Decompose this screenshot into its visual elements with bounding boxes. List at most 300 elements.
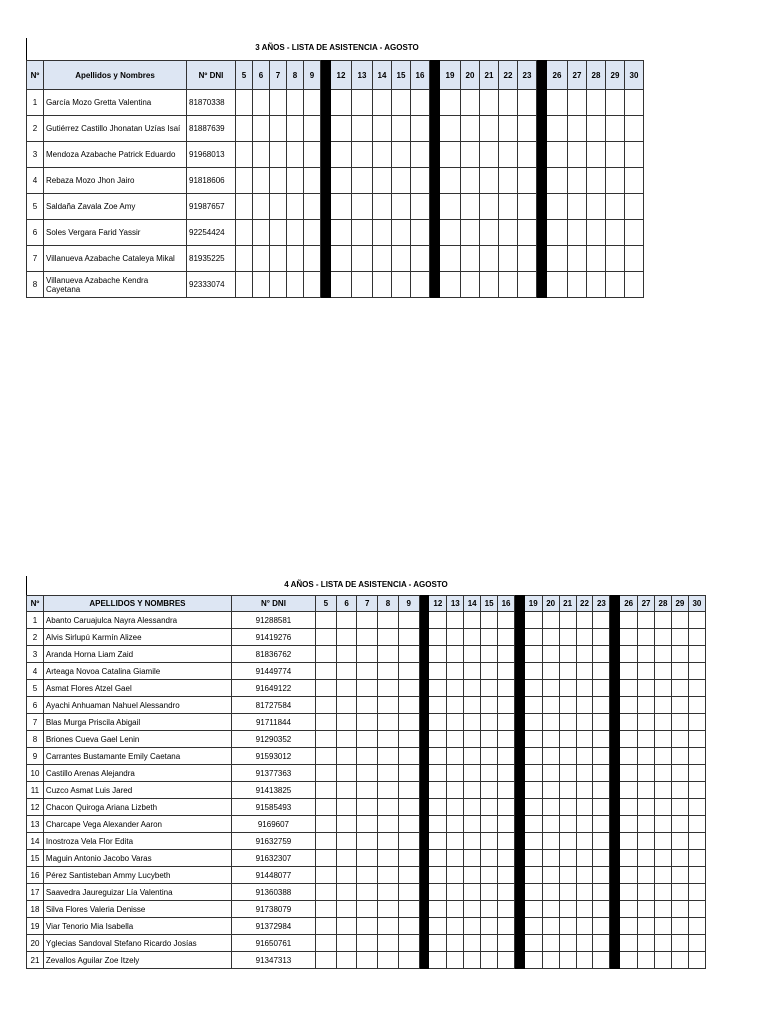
attendance-cell[interactable] bbox=[352, 116, 373, 142]
attendance-cell[interactable] bbox=[638, 663, 655, 680]
attendance-cell[interactable] bbox=[671, 884, 688, 901]
attendance-cell[interactable] bbox=[559, 629, 576, 646]
attendance-cell[interactable] bbox=[518, 220, 537, 246]
attendance-cell[interactable] bbox=[638, 612, 655, 629]
attendance-cell[interactable] bbox=[524, 646, 542, 663]
attendance-cell[interactable] bbox=[398, 629, 419, 646]
attendance-cell[interactable] bbox=[378, 901, 399, 918]
attendance-cell[interactable] bbox=[336, 646, 357, 663]
attendance-cell[interactable] bbox=[336, 833, 357, 850]
attendance-cell[interactable] bbox=[524, 765, 542, 782]
attendance-cell[interactable] bbox=[671, 782, 688, 799]
attendance-cell[interactable] bbox=[498, 748, 515, 765]
attendance-cell[interactable] bbox=[688, 765, 705, 782]
attendance-cell[interactable] bbox=[464, 833, 481, 850]
attendance-cell[interactable] bbox=[671, 697, 688, 714]
attendance-cell[interactable] bbox=[620, 765, 638, 782]
attendance-cell[interactable] bbox=[625, 168, 644, 194]
attendance-cell[interactable] bbox=[378, 680, 399, 697]
attendance-cell[interactable] bbox=[498, 935, 515, 952]
attendance-cell[interactable] bbox=[671, 935, 688, 952]
attendance-cell[interactable] bbox=[315, 748, 336, 765]
attendance-cell[interactable] bbox=[688, 680, 705, 697]
attendance-cell[interactable] bbox=[524, 816, 542, 833]
attendance-cell[interactable] bbox=[336, 884, 357, 901]
attendance-cell[interactable] bbox=[620, 697, 638, 714]
attendance-cell[interactable] bbox=[638, 918, 655, 935]
attendance-cell[interactable] bbox=[236, 116, 253, 142]
attendance-cell[interactable] bbox=[331, 168, 352, 194]
attendance-cell[interactable] bbox=[593, 697, 610, 714]
attendance-cell[interactable] bbox=[524, 935, 542, 952]
attendance-cell[interactable] bbox=[357, 799, 378, 816]
attendance-cell[interactable] bbox=[464, 765, 481, 782]
attendance-cell[interactable] bbox=[542, 612, 559, 629]
attendance-cell[interactable] bbox=[620, 901, 638, 918]
attendance-cell[interactable] bbox=[357, 867, 378, 884]
attendance-cell[interactable] bbox=[464, 918, 481, 935]
attendance-cell[interactable] bbox=[357, 935, 378, 952]
attendance-cell[interactable] bbox=[620, 918, 638, 935]
attendance-cell[interactable] bbox=[559, 782, 576, 799]
attendance-cell[interactable] bbox=[576, 680, 593, 697]
attendance-cell[interactable] bbox=[429, 850, 447, 867]
attendance-cell[interactable] bbox=[236, 90, 253, 116]
attendance-cell[interactable] bbox=[499, 90, 518, 116]
attendance-cell[interactable] bbox=[398, 714, 419, 731]
attendance-cell[interactable] bbox=[480, 142, 499, 168]
attendance-cell[interactable] bbox=[464, 697, 481, 714]
attendance-cell[interactable] bbox=[542, 867, 559, 884]
attendance-cell[interactable] bbox=[481, 901, 498, 918]
attendance-cell[interactable] bbox=[464, 629, 481, 646]
attendance-cell[interactable] bbox=[620, 646, 638, 663]
attendance-cell[interactable] bbox=[378, 867, 399, 884]
attendance-cell[interactable] bbox=[429, 782, 447, 799]
attendance-cell[interactable] bbox=[518, 272, 537, 298]
attendance-cell[interactable] bbox=[357, 850, 378, 867]
attendance-cell[interactable] bbox=[447, 833, 464, 850]
attendance-cell[interactable] bbox=[671, 833, 688, 850]
attendance-cell[interactable] bbox=[620, 816, 638, 833]
attendance-cell[interactable] bbox=[625, 246, 644, 272]
attendance-cell[interactable] bbox=[671, 799, 688, 816]
attendance-cell[interactable] bbox=[429, 731, 447, 748]
attendance-cell[interactable] bbox=[499, 116, 518, 142]
attendance-cell[interactable] bbox=[429, 697, 447, 714]
attendance-cell[interactable] bbox=[625, 116, 644, 142]
attendance-cell[interactable] bbox=[524, 901, 542, 918]
attendance-cell[interactable] bbox=[336, 714, 357, 731]
attendance-cell[interactable] bbox=[253, 246, 270, 272]
attendance-cell[interactable] bbox=[688, 799, 705, 816]
attendance-cell[interactable] bbox=[357, 629, 378, 646]
attendance-cell[interactable] bbox=[392, 220, 411, 246]
attendance-cell[interactable] bbox=[518, 168, 537, 194]
attendance-cell[interactable] bbox=[688, 646, 705, 663]
attendance-cell[interactable] bbox=[447, 867, 464, 884]
attendance-cell[interactable] bbox=[461, 246, 480, 272]
attendance-cell[interactable] bbox=[481, 612, 498, 629]
attendance-cell[interactable] bbox=[576, 748, 593, 765]
attendance-cell[interactable] bbox=[655, 714, 672, 731]
attendance-cell[interactable] bbox=[524, 952, 542, 969]
attendance-cell[interactable] bbox=[542, 646, 559, 663]
attendance-cell[interactable] bbox=[373, 90, 392, 116]
attendance-cell[interactable] bbox=[398, 850, 419, 867]
attendance-cell[interactable] bbox=[378, 612, 399, 629]
attendance-cell[interactable] bbox=[315, 918, 336, 935]
attendance-cell[interactable] bbox=[671, 714, 688, 731]
attendance-cell[interactable] bbox=[373, 220, 392, 246]
attendance-cell[interactable] bbox=[481, 731, 498, 748]
attendance-cell[interactable] bbox=[315, 952, 336, 969]
attendance-cell[interactable] bbox=[336, 629, 357, 646]
attendance-cell[interactable] bbox=[398, 697, 419, 714]
attendance-cell[interactable] bbox=[357, 663, 378, 680]
attendance-cell[interactable] bbox=[447, 714, 464, 731]
attendance-cell[interactable] bbox=[593, 731, 610, 748]
attendance-cell[interactable] bbox=[559, 952, 576, 969]
attendance-cell[interactable] bbox=[498, 663, 515, 680]
attendance-cell[interactable] bbox=[315, 901, 336, 918]
attendance-cell[interactable] bbox=[440, 194, 461, 220]
attendance-cell[interactable] bbox=[576, 765, 593, 782]
attendance-cell[interactable] bbox=[620, 612, 638, 629]
attendance-cell[interactable] bbox=[429, 629, 447, 646]
attendance-cell[interactable] bbox=[542, 918, 559, 935]
attendance-cell[interactable] bbox=[378, 935, 399, 952]
attendance-cell[interactable] bbox=[429, 952, 447, 969]
attendance-cell[interactable] bbox=[336, 918, 357, 935]
attendance-cell[interactable] bbox=[331, 194, 352, 220]
attendance-cell[interactable] bbox=[587, 194, 606, 220]
attendance-cell[interactable] bbox=[524, 867, 542, 884]
attendance-cell[interactable] bbox=[270, 194, 287, 220]
attendance-cell[interactable] bbox=[688, 850, 705, 867]
attendance-cell[interactable] bbox=[559, 901, 576, 918]
attendance-cell[interactable] bbox=[671, 629, 688, 646]
attendance-cell[interactable] bbox=[568, 194, 587, 220]
attendance-cell[interactable] bbox=[576, 935, 593, 952]
attendance-cell[interactable] bbox=[398, 782, 419, 799]
attendance-cell[interactable] bbox=[638, 833, 655, 850]
attendance-cell[interactable] bbox=[236, 246, 253, 272]
attendance-cell[interactable] bbox=[688, 935, 705, 952]
attendance-cell[interactable] bbox=[559, 935, 576, 952]
attendance-cell[interactable] bbox=[315, 850, 336, 867]
attendance-cell[interactable] bbox=[357, 731, 378, 748]
attendance-cell[interactable] bbox=[498, 714, 515, 731]
attendance-cell[interactable] bbox=[315, 765, 336, 782]
attendance-cell[interactable] bbox=[620, 799, 638, 816]
attendance-cell[interactable] bbox=[542, 714, 559, 731]
attendance-cell[interactable] bbox=[498, 765, 515, 782]
attendance-cell[interactable] bbox=[620, 748, 638, 765]
attendance-cell[interactable] bbox=[447, 952, 464, 969]
attendance-cell[interactable] bbox=[606, 116, 625, 142]
attendance-cell[interactable] bbox=[655, 799, 672, 816]
attendance-cell[interactable] bbox=[547, 272, 568, 298]
attendance-cell[interactable] bbox=[236, 142, 253, 168]
attendance-cell[interactable] bbox=[524, 663, 542, 680]
attendance-cell[interactable] bbox=[398, 918, 419, 935]
attendance-cell[interactable] bbox=[270, 116, 287, 142]
attendance-cell[interactable] bbox=[498, 833, 515, 850]
attendance-cell[interactable] bbox=[559, 612, 576, 629]
attendance-cell[interactable] bbox=[671, 765, 688, 782]
attendance-cell[interactable] bbox=[270, 142, 287, 168]
attendance-cell[interactable] bbox=[625, 220, 644, 246]
attendance-cell[interactable] bbox=[576, 731, 593, 748]
attendance-cell[interactable] bbox=[655, 901, 672, 918]
attendance-cell[interactable] bbox=[620, 935, 638, 952]
attendance-cell[interactable] bbox=[481, 816, 498, 833]
attendance-cell[interactable] bbox=[576, 901, 593, 918]
attendance-cell[interactable] bbox=[499, 246, 518, 272]
attendance-cell[interactable] bbox=[576, 833, 593, 850]
attendance-cell[interactable] bbox=[429, 680, 447, 697]
attendance-cell[interactable] bbox=[576, 799, 593, 816]
attendance-cell[interactable] bbox=[620, 884, 638, 901]
attendance-cell[interactable] bbox=[461, 220, 480, 246]
attendance-cell[interactable] bbox=[447, 731, 464, 748]
attendance-cell[interactable] bbox=[392, 116, 411, 142]
attendance-cell[interactable] bbox=[620, 850, 638, 867]
attendance-cell[interactable] bbox=[524, 680, 542, 697]
attendance-cell[interactable] bbox=[398, 816, 419, 833]
attendance-cell[interactable] bbox=[336, 731, 357, 748]
attendance-cell[interactable] bbox=[336, 663, 357, 680]
attendance-cell[interactable] bbox=[655, 765, 672, 782]
attendance-cell[interactable] bbox=[398, 884, 419, 901]
attendance-cell[interactable] bbox=[542, 697, 559, 714]
attendance-cell[interactable] bbox=[253, 116, 270, 142]
attendance-cell[interactable] bbox=[638, 714, 655, 731]
attendance-cell[interactable] bbox=[568, 168, 587, 194]
attendance-cell[interactable] bbox=[447, 646, 464, 663]
attendance-cell[interactable] bbox=[498, 816, 515, 833]
attendance-cell[interactable] bbox=[398, 680, 419, 697]
attendance-cell[interactable] bbox=[499, 168, 518, 194]
attendance-cell[interactable] bbox=[524, 612, 542, 629]
attendance-cell[interactable] bbox=[331, 272, 352, 298]
attendance-cell[interactable] bbox=[547, 168, 568, 194]
attendance-cell[interactable] bbox=[593, 799, 610, 816]
attendance-cell[interactable] bbox=[655, 935, 672, 952]
attendance-cell[interactable] bbox=[625, 90, 644, 116]
attendance-cell[interactable] bbox=[464, 612, 481, 629]
attendance-cell[interactable] bbox=[440, 90, 461, 116]
attendance-cell[interactable] bbox=[464, 884, 481, 901]
attendance-cell[interactable] bbox=[304, 220, 321, 246]
attendance-cell[interactable] bbox=[378, 765, 399, 782]
attendance-cell[interactable] bbox=[620, 629, 638, 646]
attendance-cell[interactable] bbox=[447, 697, 464, 714]
attendance-cell[interactable] bbox=[357, 952, 378, 969]
attendance-cell[interactable] bbox=[440, 116, 461, 142]
attendance-cell[interactable] bbox=[373, 246, 392, 272]
attendance-cell[interactable] bbox=[447, 765, 464, 782]
attendance-cell[interactable] bbox=[542, 748, 559, 765]
attendance-cell[interactable] bbox=[352, 272, 373, 298]
attendance-cell[interactable] bbox=[542, 731, 559, 748]
attendance-cell[interactable] bbox=[392, 90, 411, 116]
attendance-cell[interactable] bbox=[593, 816, 610, 833]
attendance-cell[interactable] bbox=[378, 748, 399, 765]
attendance-cell[interactable] bbox=[304, 194, 321, 220]
attendance-cell[interactable] bbox=[620, 782, 638, 799]
attendance-cell[interactable] bbox=[593, 748, 610, 765]
attendance-cell[interactable] bbox=[447, 680, 464, 697]
attendance-cell[interactable] bbox=[464, 731, 481, 748]
attendance-cell[interactable] bbox=[638, 731, 655, 748]
attendance-cell[interactable] bbox=[315, 612, 336, 629]
attendance-cell[interactable] bbox=[542, 850, 559, 867]
attendance-cell[interactable] bbox=[378, 697, 399, 714]
attendance-cell[interactable] bbox=[464, 748, 481, 765]
attendance-cell[interactable] bbox=[480, 272, 499, 298]
attendance-cell[interactable] bbox=[547, 246, 568, 272]
attendance-cell[interactable] bbox=[480, 116, 499, 142]
attendance-cell[interactable] bbox=[655, 646, 672, 663]
attendance-cell[interactable] bbox=[638, 884, 655, 901]
attendance-cell[interactable] bbox=[688, 731, 705, 748]
attendance-cell[interactable] bbox=[481, 918, 498, 935]
attendance-cell[interactable] bbox=[638, 629, 655, 646]
attendance-cell[interactable] bbox=[625, 142, 644, 168]
attendance-cell[interactable] bbox=[606, 246, 625, 272]
attendance-cell[interactable] bbox=[378, 952, 399, 969]
attendance-cell[interactable] bbox=[315, 663, 336, 680]
attendance-cell[interactable] bbox=[576, 663, 593, 680]
attendance-cell[interactable] bbox=[352, 90, 373, 116]
attendance-cell[interactable] bbox=[315, 629, 336, 646]
attendance-cell[interactable] bbox=[593, 867, 610, 884]
attendance-cell[interactable] bbox=[671, 901, 688, 918]
attendance-cell[interactable] bbox=[378, 833, 399, 850]
attendance-cell[interactable] bbox=[440, 220, 461, 246]
attendance-cell[interactable] bbox=[398, 646, 419, 663]
attendance-cell[interactable] bbox=[638, 680, 655, 697]
attendance-cell[interactable] bbox=[620, 663, 638, 680]
attendance-cell[interactable] bbox=[688, 612, 705, 629]
attendance-cell[interactable] bbox=[498, 884, 515, 901]
attendance-cell[interactable] bbox=[481, 765, 498, 782]
attendance-cell[interactable] bbox=[655, 697, 672, 714]
attendance-cell[interactable] bbox=[378, 782, 399, 799]
attendance-cell[interactable] bbox=[576, 697, 593, 714]
attendance-cell[interactable] bbox=[352, 246, 373, 272]
attendance-cell[interactable] bbox=[352, 142, 373, 168]
attendance-cell[interactable] bbox=[524, 629, 542, 646]
attendance-cell[interactable] bbox=[688, 663, 705, 680]
attendance-cell[interactable] bbox=[411, 168, 430, 194]
attendance-cell[interactable] bbox=[461, 90, 480, 116]
attendance-cell[interactable] bbox=[568, 272, 587, 298]
attendance-cell[interactable] bbox=[655, 612, 672, 629]
attendance-cell[interactable] bbox=[373, 116, 392, 142]
attendance-cell[interactable] bbox=[270, 90, 287, 116]
attendance-cell[interactable] bbox=[270, 246, 287, 272]
attendance-cell[interactable] bbox=[593, 952, 610, 969]
attendance-cell[interactable] bbox=[378, 646, 399, 663]
attendance-cell[interactable] bbox=[461, 168, 480, 194]
attendance-cell[interactable] bbox=[331, 246, 352, 272]
attendance-cell[interactable] bbox=[481, 884, 498, 901]
attendance-cell[interactable] bbox=[498, 731, 515, 748]
attendance-cell[interactable] bbox=[447, 901, 464, 918]
attendance-cell[interactable] bbox=[606, 194, 625, 220]
attendance-cell[interactable] bbox=[638, 799, 655, 816]
attendance-cell[interactable] bbox=[336, 765, 357, 782]
attendance-cell[interactable] bbox=[499, 194, 518, 220]
attendance-cell[interactable] bbox=[638, 901, 655, 918]
attendance-cell[interactable] bbox=[542, 952, 559, 969]
attendance-cell[interactable] bbox=[378, 816, 399, 833]
attendance-cell[interactable] bbox=[357, 680, 378, 697]
attendance-cell[interactable] bbox=[304, 142, 321, 168]
attendance-cell[interactable] bbox=[518, 246, 537, 272]
attendance-cell[interactable] bbox=[304, 90, 321, 116]
attendance-cell[interactable] bbox=[655, 748, 672, 765]
attendance-cell[interactable] bbox=[593, 612, 610, 629]
attendance-cell[interactable] bbox=[392, 246, 411, 272]
attendance-cell[interactable] bbox=[429, 867, 447, 884]
attendance-cell[interactable] bbox=[440, 272, 461, 298]
attendance-cell[interactable] bbox=[593, 782, 610, 799]
attendance-cell[interactable] bbox=[315, 782, 336, 799]
attendance-cell[interactable] bbox=[315, 833, 336, 850]
attendance-cell[interactable] bbox=[481, 952, 498, 969]
attendance-cell[interactable] bbox=[655, 833, 672, 850]
attendance-cell[interactable] bbox=[498, 782, 515, 799]
attendance-cell[interactable] bbox=[464, 816, 481, 833]
attendance-cell[interactable] bbox=[498, 850, 515, 867]
attendance-cell[interactable] bbox=[688, 816, 705, 833]
attendance-cell[interactable] bbox=[481, 697, 498, 714]
attendance-cell[interactable] bbox=[559, 697, 576, 714]
attendance-cell[interactable] bbox=[498, 952, 515, 969]
attendance-cell[interactable] bbox=[464, 935, 481, 952]
attendance-cell[interactable] bbox=[287, 90, 304, 116]
attendance-cell[interactable] bbox=[671, 918, 688, 935]
attendance-cell[interactable] bbox=[378, 850, 399, 867]
attendance-cell[interactable] bbox=[398, 952, 419, 969]
attendance-cell[interactable] bbox=[606, 272, 625, 298]
attendance-cell[interactable] bbox=[461, 142, 480, 168]
attendance-cell[interactable] bbox=[593, 765, 610, 782]
attendance-cell[interactable] bbox=[357, 833, 378, 850]
attendance-cell[interactable] bbox=[447, 612, 464, 629]
attendance-cell[interactable] bbox=[547, 142, 568, 168]
attendance-cell[interactable] bbox=[287, 272, 304, 298]
attendance-cell[interactable] bbox=[336, 680, 357, 697]
attendance-cell[interactable] bbox=[481, 629, 498, 646]
attendance-cell[interactable] bbox=[440, 142, 461, 168]
attendance-cell[interactable] bbox=[429, 612, 447, 629]
attendance-cell[interactable] bbox=[620, 680, 638, 697]
attendance-cell[interactable] bbox=[429, 816, 447, 833]
attendance-cell[interactable] bbox=[547, 194, 568, 220]
attendance-cell[interactable] bbox=[378, 799, 399, 816]
attendance-cell[interactable] bbox=[559, 680, 576, 697]
attendance-cell[interactable] bbox=[253, 142, 270, 168]
attendance-cell[interactable] bbox=[625, 272, 644, 298]
attendance-cell[interactable] bbox=[568, 142, 587, 168]
attendance-cell[interactable] bbox=[671, 680, 688, 697]
attendance-cell[interactable] bbox=[304, 272, 321, 298]
